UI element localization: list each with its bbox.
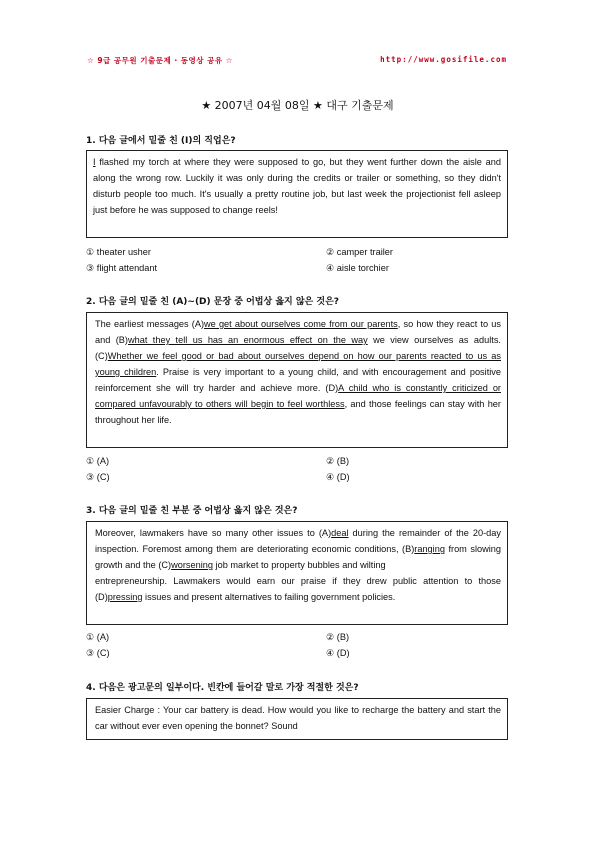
q3-text-2: during the remainder of the 20-day inspection. Foremost among them are deteriorating economic conditions, (B) <box>95 528 501 554</box>
q1-option-4[interactable]: ④ aisle torchier <box>326 263 389 273</box>
q3-option-3[interactable]: ③ (C) <box>86 648 110 658</box>
q3-option-2[interactable]: ② (B) <box>326 632 350 642</box>
q3-underline-c: worsening <box>171 560 213 570</box>
question-3-label: 3. 다음 글의 밑줄 친 부분 중 어법상 옳지 않은 것은? <box>86 506 298 516</box>
q3-underline-d: pressing <box>107 592 143 602</box>
q2-underline-a: we get about ourselves come from our parents <box>204 319 398 329</box>
q1-option-2[interactable]: ② camper trailer <box>326 247 393 257</box>
q3-underline-a: deal <box>331 528 349 538</box>
q3-underline-b: ranging <box>414 544 445 554</box>
q1-option-1[interactable]: ① theater usher <box>86 247 151 257</box>
q3-text-1: Moreover, lawmakers have so many other issues to (A) <box>95 528 332 538</box>
question-2-passage <box>86 312 508 448</box>
question-1-passage <box>86 150 508 238</box>
question-4-label: 4. 다음은 광고문의 일부이다. 빈칸에 들어갈 말로 가장 적절한 것은? <box>86 683 359 693</box>
q4-text: Easier Charge : Your car battery is dead. How would you like to recharge the battery and start the car without ever even opening the bonnet? Sound <box>95 705 501 731</box>
q2-text-3: we view ourselves as adults. (C) <box>95 335 501 361</box>
q3-option-4[interactable]: ④ (D) <box>326 648 350 658</box>
question-1-label: 1. 다음 글에서 밑줄 친 (I)의 직업은? <box>86 136 236 146</box>
q2-underline-c: Whether we feel good or bad about ourselves depend on how our parents reacted to us as young children <box>95 351 501 377</box>
header-left-text: ☆ 9급 공무원 기출문제 · 동영상 공유 ☆ <box>87 56 233 65</box>
q2-option-4[interactable]: ④ (D) <box>326 472 350 482</box>
question-3-passage <box>86 521 508 625</box>
q3-text-5: entrepreneurship. Lawmakers would earn our praise if they drew public attention to those (D) <box>95 576 501 602</box>
q2-text-1: The earliest messages (A) <box>95 319 205 329</box>
q3-option-1[interactable]: ① (A) <box>86 632 110 642</box>
q2-option-1[interactable]: ① (A) <box>86 456 110 466</box>
question-2-label: 2. 다음 글의 밑줄 친 (A)~(D) 문장 중 어법상 옳지 않은 것은? <box>86 297 339 307</box>
header-website-link[interactable]: http://www.gosifile.com <box>380 55 507 64</box>
q2-text-4: . Praise is very important to a young child, and with encouragement and positive reinforcement she will try harder and achieve more. (D) <box>95 367 501 393</box>
q1-text: flashed my torch at where they were supposed to go, but they went further down the aisle and along the wrong row. Luckily it was only during the credits or trailer or something, so they didn't disturb people too much. It's usually a pretty routine job, but last week the projectionist fell asleep just before he was supposed to change reels! <box>93 157 501 215</box>
q1-underlined-I: I <box>93 157 96 167</box>
q2-underline-b: what they tell us has an enormous effect on the way <box>127 335 368 345</box>
q2-option-2[interactable]: ② (B) <box>326 456 350 466</box>
q2-text-5: , and those feelings can stay with her throughout her life. <box>95 399 501 425</box>
q2-option-3[interactable]: ③ (C) <box>86 472 110 482</box>
q1-option-3[interactable]: ③ flight attendant <box>86 263 158 273</box>
q3-text-6: issues and present alternatives to failing government policies. <box>142 592 396 602</box>
q2-text-2: , so how they react to us and (B) <box>95 319 501 345</box>
page-title: ★ 2007년 04월 08일 ★ 대구 기출문제 <box>201 99 394 112</box>
question-4-passage <box>86 698 508 740</box>
q3-text-4: job market to property bubbles and wilting <box>212 560 386 570</box>
q3-text-3: from slowing growth and the (C) <box>95 544 501 570</box>
q2-underline-d: A child who is constantly criticized or compared unfavourably to others will begin to feel worthless <box>95 383 501 409</box>
